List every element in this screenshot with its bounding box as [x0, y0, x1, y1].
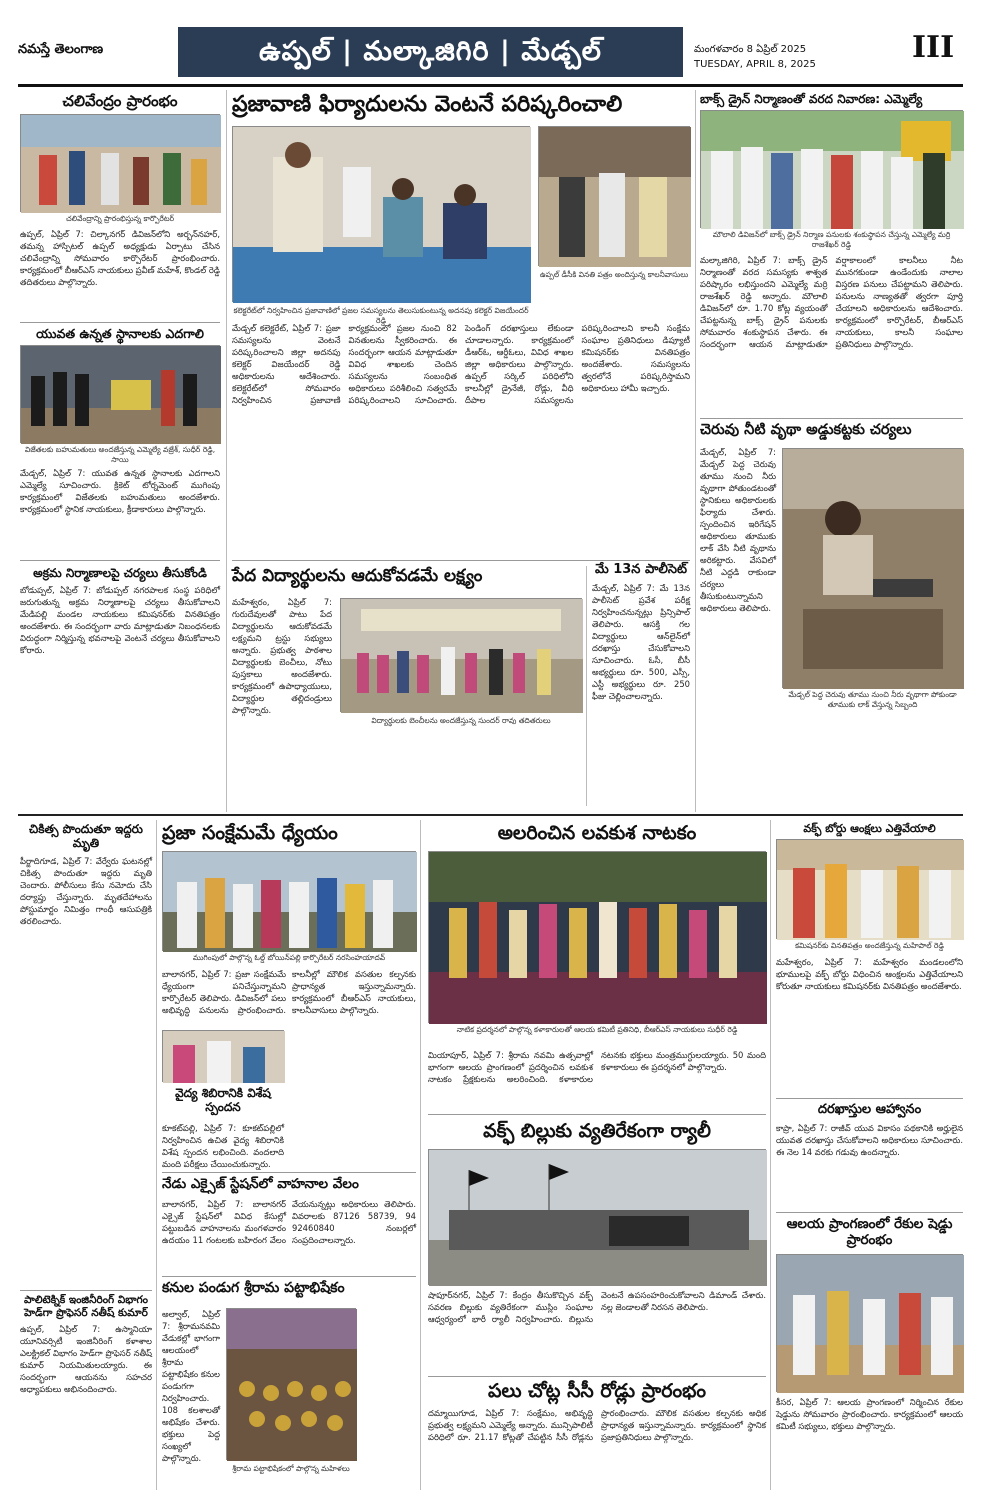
- article-box-drain: [700, 92, 963, 426]
- article-divider: [20, 1290, 152, 1291]
- headline: పలు చోట్ల సీసీ రోడ్లు ప్రారంభం: [487, 1380, 707, 1402]
- headline: యువత ఉన్నత స్థానాలకు ఎదగాలి: [36, 326, 204, 341]
- article-text: మియాపూర్, ఏప్రిల్ 7: శ్రీరామ నవమి ఉత్సవాల్లో భాగంగా ఆలయ ప్రాంగణంలో ప్రదర్శించిన లవకుశ నాటకం ప్రేక్షకులను అలరించింది. కళాకారుల నటనకు భక్తులు మంత్రముగ్ధులయ్యారు. 50 మంది కళాకారులు ఈ ప్రదర్శనలో పాల్గొన్నారు.: [428, 1049, 766, 1084]
- photo-placeholder-icon: [777, 1255, 964, 1393]
- article-yuvata: [20, 326, 220, 545]
- article-text: మేడ్చల్, ఏప్రిల్ 7: మే 13న పాలీసెట్ ప్రవేశ పరీక్ష నిర్వహించనున్నట్లు ప్రిన్సిపాల్ తెలిపారు. ఆసక్తి గల విద్యార్థులు ఆన్‌లైన్‌లో దరఖాస్తు చేసుకోవాలని సూచించారు. ఓసీ, బీసీ అభ్యర్థులు రూ. 500, ఎస్సీ, ఎస్టీ అభ్యర్థులు రూ. 250 ఫీజు చెల్లించాలన్నారు.: [592, 582, 690, 701]
- article-text: అల్వాల్, ఏప్రిల్ 7: శ్రీరామనవమి వేడుకల్లో భాగంగా ఆలయంలో శ్రీరామ పట్టాభిషేకం కనుల పండుగగా నిర్వహించారు. 108 కలశాలతో అభిషేకం చేశారు. భక్తులు పెద్ద సంఖ్యలో పాల్గొన్నారు.: [162, 1309, 220, 1463]
- article-text-continued: [362, 1308, 416, 1488]
- news-photo: [226, 1308, 356, 1460]
- headline: వైద్య శిబిరానికి విశేష స్పందన: [175, 1086, 271, 1115]
- photo-caption: మౌలాలి డివిజన్‌లో బాక్స్ డ్రైన్ నిర్మాణ పనులకు శంకుస్థాపన చేస్తున్న ఎమ్మెల్యే మర్రి రాజశేఖర్ రెడ్డి: [712, 230, 951, 250]
- column-divider: [695, 90, 696, 812]
- headline: ప్రజావాణి ఫిర్యాదులను వెంటనే పరిష్కరించాలి: [232, 92, 623, 117]
- headline: బాక్స్ డ్రైన్ నిర్మాణంతో వరద నివారణ: ఎమ్మెల్యే: [700, 92, 923, 106]
- photo-placeholder-icon: [777, 840, 964, 940]
- photo-caption: శ్రీరామ పట్టాభిషేకంలో పాల్గొన్న మహిళలు: [232, 1464, 350, 1473]
- news-photo: [20, 114, 220, 212]
- photo-placeholder-icon: [163, 1031, 285, 1083]
- article-divider: [20, 560, 220, 561]
- headline: అలరించిన లవకుశ నాటకం: [497, 822, 697, 844]
- date-telugu: మంగళవారం 8 ఏప్రిల్ 2025: [694, 44, 807, 55]
- article-chalivendram: [20, 92, 220, 312]
- article-text: మహేశ్వరం, ఏప్రిల్ 7: మహేశ్వరం మండలంలోని భూములపై వక్ఫ్ బోర్డు విధించిన ఆంక్షలను ఎత్తివేయాలని కోరుతూ నాయకులు కమిషనర్‌కు వినతిపత్రం అందజేశారు.: [776, 957, 963, 992]
- article-text: మేడ్చల్ కలెక్టరేట్, ఏప్రిల్ 7: ప్రజా సమస్యలను వెంటనే పరిష్కరించాలని జిల్లా అదనపు కలెక్టర్ విజయేందర్ రెడ్డి అధికారులను ఆదేశించారు. కలెక్టరేట్‌లో సోమవారం నిర్వహించిన ప్రజావాణి కార్యక్రమంలో ప్రజల నుంచి 82 వినతులను స్వీకరించారు. ఈ సందర్భంగా ఆయన మాట్లాడుతూ వివిధ శాఖలకు చెందిన సమస్యలను సంబంధిత అధికారులు పరిశీలించి సత్వరమే పరిష్కరించాలని సూచించారు. పెండింగ్ దరఖాస్తులు లేకుండా చూడాలన్నారు. కార్యక్రమంలో డీఆర్ఓ, ఆర్డీఓలు, వివిధ శాఖల జిల్లా అధికారులు పాల్గొన్నారు. ఉప్పల్ సర్కిల్ పరిధిలోని కాలనీల్లో డ్రైనేజీ, రోడ్లు, వీధి దీపాల సమస్యలను పరిష్కరించాలని కాలనీ సంక్షేమ సంఘాల ప్రతినిధులు డిప్యూటీ కమిషనర్‌కు వినతిపత్రం అందజేశారు. సమస్యలను త్వరలోనే పరిష్కరిస్తామని అధికారులు హామీ ఇచ్చారు.: [232, 323, 690, 405]
- article-alaya-shed: [776, 1216, 963, 1472]
- headline: మే 13న పాలీసెట్: [594, 562, 688, 577]
- article-text: మేడ్చల్, ఏప్రిల్ 7: యువత ఉన్నత స్థానాలకు ఎదగాలని ఎమ్మెల్యే సూచించారు. క్రికెట్ టోర్నమెంట్ ముగింపు కార్యక్రమంలో విజేతలకు బహుమతులు అందజేశారు. కార్యక్రమంలో స్థానిక నాయకులు, క్రీడాకారులు పాల్గొన్నారు.: [20, 468, 220, 514]
- dateline: [694, 42, 816, 72]
- article-divider: [776, 1212, 963, 1213]
- article-cheruvu: [700, 422, 963, 709]
- article-text: మల్కాజిగిరి, ఏప్రిల్ 7: బాక్స్ డ్రైన్ నిర్మాణంతో వరద సమస్యకు శాశ్వత పరిష్కారం లభిస్తుందని ఎమ్మెల్యే మర్రి రాజశేఖర్ రెడ్డి అన్నారు. మౌలాలి డివిజన్‌లో రూ. 1.70 కోట్ల వ్యయంతో చేపట్టనున్న బాక్స్ డ్రైన్ పనులకు సోమవారం శంకుస్థాపన చేశారు. ఈ సందర్భంగా ఆయన మాట్లాడుతూ వర్షాకాలంలో కాలనీలు నీట మునగకుండా ఉండేందుకు నాలాల విస్తరణ పనులు చేపట్టామని తెలిపారు. పనులను నాణ్యతతో త్వరగా పూర్తి చేయాలని అధికారులను ఆదేశించారు. కార్యక్రమంలో కార్పొరేటర్, బీఆర్ఎస్ నాయకులు, కాలనీ సంఘాల ప్రతినిధులు పాల్గొన్నారు.: [700, 255, 963, 350]
- article-divider: [428, 1114, 766, 1115]
- article-waqf-board: [776, 822, 963, 1094]
- headline: ఆలయ ప్రాంగణంలో రేకుల షెడ్డు ప్రారంభం: [786, 1216, 953, 1249]
- photo-placeholder-icon: [163, 852, 417, 952]
- headline: పాలిటెక్నిక్ ఇంజినీరింగ్ విభాగం హెడ్‌గా ప్రొఫెసర్ నతీష్ కుమార్: [24, 1294, 148, 1319]
- headline: వక్ఫ్ బోర్డు ఆంక్షలు ఎత్తివేయాలి: [803, 822, 936, 835]
- date-english: TUESDAY, APRIL 8, 2025: [694, 59, 816, 70]
- news-photo: [428, 1149, 766, 1285]
- article-text: కాప్రా, ఏప్రిల్ 7: రాజీవ్ యువ వికాసం పథకానికి అర్హులైన యువత దరఖాస్తు చేసుకోవాలని అధికారులు సూచించారు. ఈ నెల 14 వరకు గడువు ఉందన్నారు.: [776, 1122, 963, 1157]
- article-peda-vidyarthulu: [232, 566, 582, 725]
- news-photo: [782, 448, 963, 688]
- news-photo: [538, 126, 690, 266]
- photo-caption: ముగింపులో పాల్గొన్న ఓల్డ్ బోయిన్‌పల్లి కార్పొరేటర్ నరసింహయాదవ్: [192, 952, 386, 962]
- article-prajavani: [232, 92, 690, 405]
- article-divider: [162, 1172, 416, 1173]
- news-photo: [428, 851, 766, 1023]
- headline: పేద విద్యార్థులను ఆదుకోవడమే లక్ష్యం: [232, 566, 483, 586]
- article-text: కీసర, ఏప్రిల్ 7: ఆలయ ప్రాంగణంలో నిర్మించిన రేకుల షెడ్డును సోమవారం ప్రారంభించారు. కార్యక్రమంలో ఆలయ కమిటీ సభ్యులు, భక్తులు పాల్గొన్నారు.: [776, 1397, 963, 1432]
- section-divider: [18, 814, 963, 816]
- section-banner: ఉప్పల్ | మల్కాజిగిరి | మేడ్చల్: [178, 27, 683, 77]
- masthead-paper-name: నమస్తే తెలంగాణ: [18, 42, 104, 57]
- article-text: ఉప్పల్, ఏప్రిల్ 7: ఉస్మానియా యూనివర్సిటీ ఇంజినీరింగ్ కళాశాల ఎలక్ట్రికల్ విభాగం హెడ్‌గా ప్రొఫెసర్ నతీష్ కుమార్ నియమితులయ్యారు. ఈ సందర్భంగా ఆయనను సహచర అధ్యాపకులు అభినందించారు.: [20, 1324, 152, 1395]
- photo-caption: మేడ్చల్ పెద్ద చెరువు తూము నుంచి నీరు వృథాగా పోకుండా తూముకు లాక్ వేస్తున్న సిబ్బంది: [788, 690, 957, 709]
- column-divider: [770, 820, 771, 1490]
- headline: చలివేంద్రం ప్రారంభం: [62, 92, 178, 110]
- photo-placeholder-icon: [429, 852, 767, 1024]
- headline: చెరువు నీటి వృథా అడ్డుకట్టకు చర్యలు: [700, 422, 912, 438]
- photo-caption: కలెక్టరేట్‌లో నిర్వహించిన ప్రజావాణిలో ప్రజల సమస్యలను తెలుసుకుంటున్న అదనపు కలెక్టర్ విజయేందర్ రెడ్డి: [233, 306, 529, 325]
- photo-placeholder-icon: [21, 115, 221, 213]
- article-polycet: [592, 562, 690, 782]
- article-darakhastu: [776, 1102, 963, 1206]
- column-divider: [420, 820, 421, 1490]
- column-divider: [156, 820, 157, 1490]
- article-waqf-rally: [428, 1120, 766, 1381]
- photo-caption: ఉప్పల్ డీసీకి వినతి పత్రం అందిస్తున్న కాలనీవాసులు: [539, 270, 689, 279]
- photo-caption: కమిషనర్‌కు వినతిపత్రం అందజేస్తున్న మహిపాల్ రెడ్డి: [795, 941, 944, 951]
- article-text-continued: [700, 714, 963, 806]
- news-photo: [776, 839, 963, 939]
- article-text: మహేశ్వరం, ఏప్రిల్ 7: గురుదేవులతో పాటు పేద విద్యార్థులను ఆదుకోవడమే లక్ష్యమని ట్రస్టు సభ్యులు అన్నారు. ప్రభుత్వ పాఠశాల విద్యార్థులకు బెంచీలు, నోటు పుస్తకాలు అందజేశారు. కార్యక్రమంలో ఉపాధ్యాయులు, విద్యార్థుల తల్లిదండ్రులు పాల్గొన్నారు.: [232, 597, 332, 715]
- photo-caption: చలివేంద్రాన్ని ప్రారంభిస్తున్న కార్పొరేటర్: [65, 214, 175, 223]
- article-text: మేడ్చల్, ఏప్రిల్ 7: మేడ్చల్ పెద్ద చెరువు తూము నుంచి నీరు వృథాగా పోతుండటంతో స్థానికులు అధికారులకు ఫిర్యాదు చేశారు. స్పందించిన ఇరిగేషన్ అధికారులు తూముకు లాక్ వేసి నీటి వృథాను అరికట్టారు. వేసవిలో నీటి ఎద్దడి రాకుండా చర్యలు తీసుకుంటున్నామని అధికారులు తెలిపారు.: [700, 447, 776, 613]
- article-text: కూకట్‌పల్లి, ఏప్రిల్ 7: కూకట్‌పల్లిలో నిర్వహించిన ఉచిత వైద్య శిబిరానికి విశేష స్పందన లభించింది. వందలాది మంది పరీక్షలు చేయించుకున్నారు.: [162, 1123, 284, 1169]
- article-divider: [162, 1276, 416, 1277]
- article-text: దమ్మాయిగూడ, ఏప్రిల్ 7: సంక్షేమం, అభివృద్ధి ప్రభుత్వ లక్ష్యమని ఎమ్మెల్యే అన్నారు. మున్సిపాలిటీ పరిధిలో రూ. 21.17 కోట్లతో చేపట్టిన సీసీ రోడ్లను ప్రారంభించారు. మౌలిక వసతుల కల్పనకు అధిక ప్రాధాన్యత ఇస్తున్నామన్నారు. కార్యక్రమంలో స్థానిక ప్రజాప్రతినిధులు పాల్గొన్నారు.: [428, 1407, 766, 1442]
- news-photo: [700, 110, 963, 228]
- photo-placeholder-icon: [227, 1309, 357, 1461]
- article-divider: [776, 1098, 963, 1099]
- article-excise: [162, 1176, 416, 1268]
- photo-placeholder-icon: [21, 346, 221, 444]
- headline: కనుల పండుగ శ్రీరామ పట్టాభిషేకం: [162, 1280, 345, 1296]
- article-text-continued: [340, 740, 582, 806]
- photo-placeholder-icon: [783, 449, 964, 689]
- article-text: బాలానగర్, ఏప్రిల్ 7: ప్రజా సంక్షేమమే ధ్యేయంగా పనిచేస్తున్నామని కార్పొరేటర్ తెలిపారు. డివిజన్‌లో పలు అభివృద్ధి పనులను ప్రారంభించారు. కాలనీల్లో మౌలిక వసతుల కల్పనకు ప్రాధాన్యత ఇస్తున్నామన్నారు. కార్యక్రమంలో బీఆర్ఎస్ నాయకులు, కాలనీవాసులు పాల్గొన్నారు.: [162, 968, 416, 1015]
- headline: ప్రజా సంక్షేమమే ధ్యేయం: [162, 822, 338, 844]
- article-text: షాపూర్‌నగర్, ఏప్రిల్ 7: కేంద్రం తీసుకొచ్చిన వక్ఫ్ సవరణ బిల్లుకు వ్యతిరేకంగా ముస్లిం సంఘాల ఆధ్వర్యంలో భారీ ర్యాలీ నిర్వహించారు. బిల్లును వెంటనే ఉపసంహరించుకోవాలని డిమాండ్ చేశారు. నల్ల జెండాలతో నిరసన తెలిపారు.: [428, 1289, 766, 1324]
- article-divider: [232, 560, 690, 561]
- article-text-continued: [292, 1030, 416, 1170]
- news-photo: [232, 126, 530, 302]
- photo-caption: విజేతలకు బహుమతులు అందజేస్తున్న ఎమ్మెల్యే వజ్రేశ్‌, సుధీర్ రెడ్డి, సాయి: [24, 445, 216, 464]
- headline: నేడు ఎక్సైజ్ స్టేషన్‌లో వాహనాల వేలం: [162, 1176, 359, 1192]
- column-divider: [586, 566, 587, 806]
- article-akrama: [20, 566, 220, 806]
- headline: దరఖాస్తుల ఆహ్వానం: [817, 1102, 922, 1117]
- article-polytechnic: [20, 1294, 152, 1469]
- article-text: బోడుప్పల్, ఏప్రిల్ 7: బోడుప్పల్ నగరపాలక సంస్థ పరిధిలో జరుగుతున్న అక్రమ నిర్మాణాలపై చర్యలు తీసుకోవాలని మేడిపల్లి మండల నాయకులు కమిషనర్‌కు వినతిపత్రం అందజేశారు. ఈ సందర్భంగా వారు మాట్లాడుతూ నిబంధనలకు విరుద్ధంగా నిర్మిస్తున్న భవనాలపై వెంటనే చర్యలు తీసుకోవాలని కోరారు.: [20, 585, 220, 656]
- article-text: పీర్జాదిగూడ, ఏప్రిల్ 7: వేర్వేరు ఘటనల్లో చికిత్స పొందుతూ ఇద్దరు మృతి చెందారు. పోలీసులు కేసు నమోదు చేసి దర్యాప్తు చేస్తున్నారు. మృతదేహాలను పోస్టుమార్టం నిమిత్తం గాంధీ ఆసుపత్రికి తరలించారు.: [20, 855, 152, 926]
- photo-placeholder-icon: [429, 1150, 767, 1286]
- news-photo: [162, 851, 416, 951]
- headline: వక్ఫ్ బిల్లుకు వ్యతిరేకంగా ర్యాలీ: [483, 1120, 711, 1142]
- news-photo: [162, 1030, 284, 1082]
- photo-placeholder-icon: [341, 599, 583, 713]
- article-divider: [20, 322, 220, 323]
- photo-placeholder-icon: [701, 111, 964, 229]
- article-text: బాలానగర్, ఏప్రిల్ 7: బాలానగర్ ఎక్సైజ్ స్టేషన్‌లో వివిధ కేసుల్లో పట్టుబడిన వాహనాలను మంగళవారం ఉదయం 11 గంటలకు బహిరంగ వేలం వేయనున్నట్లు అధికారులు తెలిపారు. వివరాలకు 87126 58739, 94 92460840 నంబర్లలో సంప్రదించాలన్నారు.: [162, 1199, 416, 1246]
- photo-caption: నాటిక ప్రదర్శనలో పాల్గొన్న కళాకారులతో ఆలయ కమిటీ ప్రతినిధి, బీఆర్ఎస్ నాయకులు సుధీర్ రెడ్డి: [456, 1024, 738, 1034]
- page-number: III: [912, 30, 955, 65]
- masthead-rule: [18, 84, 963, 87]
- article-chikitsa: [20, 822, 152, 1285]
- news-photo: [20, 345, 220, 443]
- article-cc-roads: [428, 1380, 766, 1487]
- headline: చికిత్స పొందుతూ ఇద్దరు మృతి: [29, 822, 143, 851]
- article-text: ఉప్పల్, ఏప్రిల్ 7: చిల్కానగర్ డివిజన్‌లోని అర్బన్‌నహర్, తమన్న హాస్పిటల్ ఉప్పల్ అధ్యక్షుడు ఏర్పాటు చేసిన చలివేంద్రాన్ని సోమవారం కార్పొరేటర్ ప్రారంభించారు. కార్యక్రమంలో బీఆర్ఎస్ నాయకులు ప్రవీణ్ మహేశ్, కొండల్ రెడ్డి తదితరులు పాల్గొన్నారు.: [20, 229, 220, 287]
- photo-caption: విద్యార్థులకు బెంచీలను అందజేస్తున్న సుందర్ రావు తదితరులు: [371, 716, 551, 725]
- article-lavakusha: [428, 822, 766, 1129]
- photo-placeholder-icon: [233, 127, 531, 303]
- column-divider: [226, 90, 227, 812]
- article-divider: [700, 418, 963, 419]
- photo-placeholder-icon: [539, 127, 691, 267]
- news-photo: [776, 1254, 963, 1392]
- article-kanula-panduga: [162, 1280, 416, 1473]
- news-photo: [340, 598, 582, 712]
- article-divider: [428, 1376, 766, 1377]
- article-praja-sankshemame: [162, 822, 416, 1058]
- headline: అక్రమ నిర్మాణాలపై చర్యలు తీసుకోండి: [33, 566, 207, 580]
